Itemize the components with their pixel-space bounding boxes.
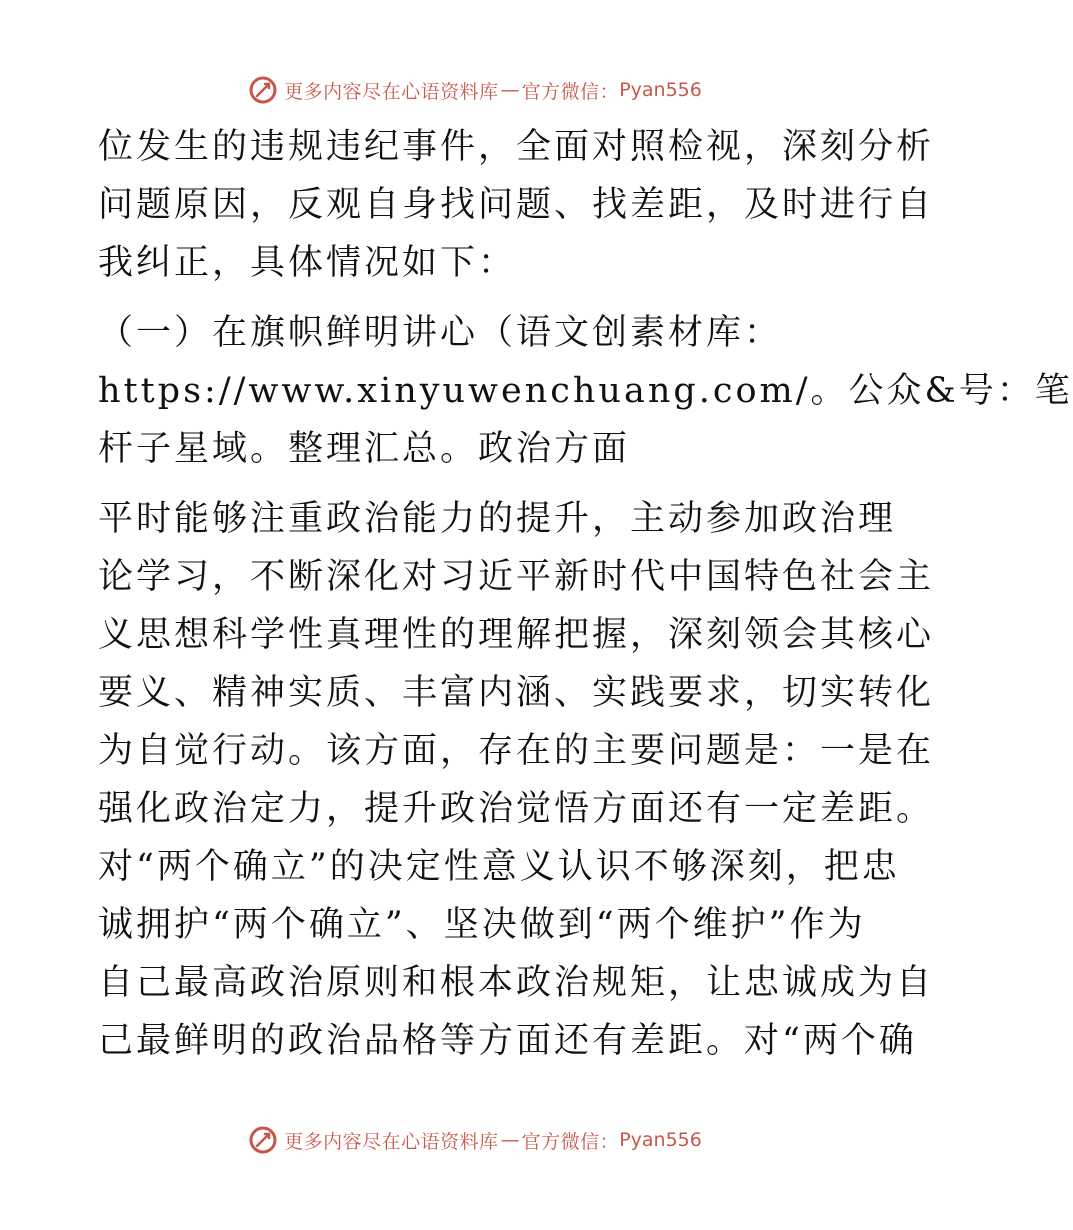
text-line: 论学习，不断深化对习近平新时代中国特色社会主 [98,557,935,597]
seal-logo-icon [248,1125,278,1155]
text-line: 强化政治定力，提升政治觉悟方面还有一定差距。 [98,789,935,829]
paragraph-intro [98,118,935,292]
text-line: 诚拥护“两个确立”、坚决做到“两个维护”作为 [98,905,866,945]
text-line: 自己最高政治原则和根本政治规矩，让忠诚成为自 [98,963,935,1003]
header-watermark [0,70,950,110]
watermark-label: 官方微信： [521,80,620,103]
text-line: 我纠正，具体情况如下： [98,243,517,283]
text-line: （一）在旗帜鲜明讲心（语文创素材库： [98,313,783,353]
document-body [98,118,1073,1070]
text-line: 要义、精神实质、丰富内涵、实践要求，切实转化 [98,673,935,713]
text-line-url: https://www.xinyuwenchuang.com/。公众&号：笔 [98,371,1073,411]
watermark-label: 官方微信： [521,1130,620,1153]
text-line: 平时能够注重政治能力的提升，主动参加政治理 [98,499,897,539]
text-line: 义思想科学性真理性的理解把握，深刻领会其核心 [98,615,935,655]
paragraph-body [98,490,935,1070]
text-line: 杆子星域。整理汇总。政治方面 [98,429,631,469]
text-line: 己最鲜明的政治品格等方面还有差距。对“两个确 [98,1021,917,1061]
seal-logo-icon [248,75,278,105]
section-heading [98,304,1073,478]
watermark-account: Pyan556 [619,1129,702,1151]
text-line: 位发生的违规违纪事件，全面对照检视，深刻分析 [98,127,935,167]
watermark-separator: — [500,1129,520,1151]
footer-watermark [0,1120,950,1160]
watermark-text: 更多内容尽在心语资料库 [284,1130,499,1153]
watermark-text: 更多内容尽在心语资料库 [284,80,499,103]
watermark-separator: — [500,79,520,101]
text-line: 问题原因，反观自身找问题、找差距，及时进行自 [98,185,935,225]
text-line: 对“两个确立”的决定性意义认识不够深刻，把忠 [98,847,900,887]
text-line: 为自觉行动。该方面，存在的主要问题是：一是在 [98,731,935,771]
watermark-account: Pyan556 [619,79,702,101]
